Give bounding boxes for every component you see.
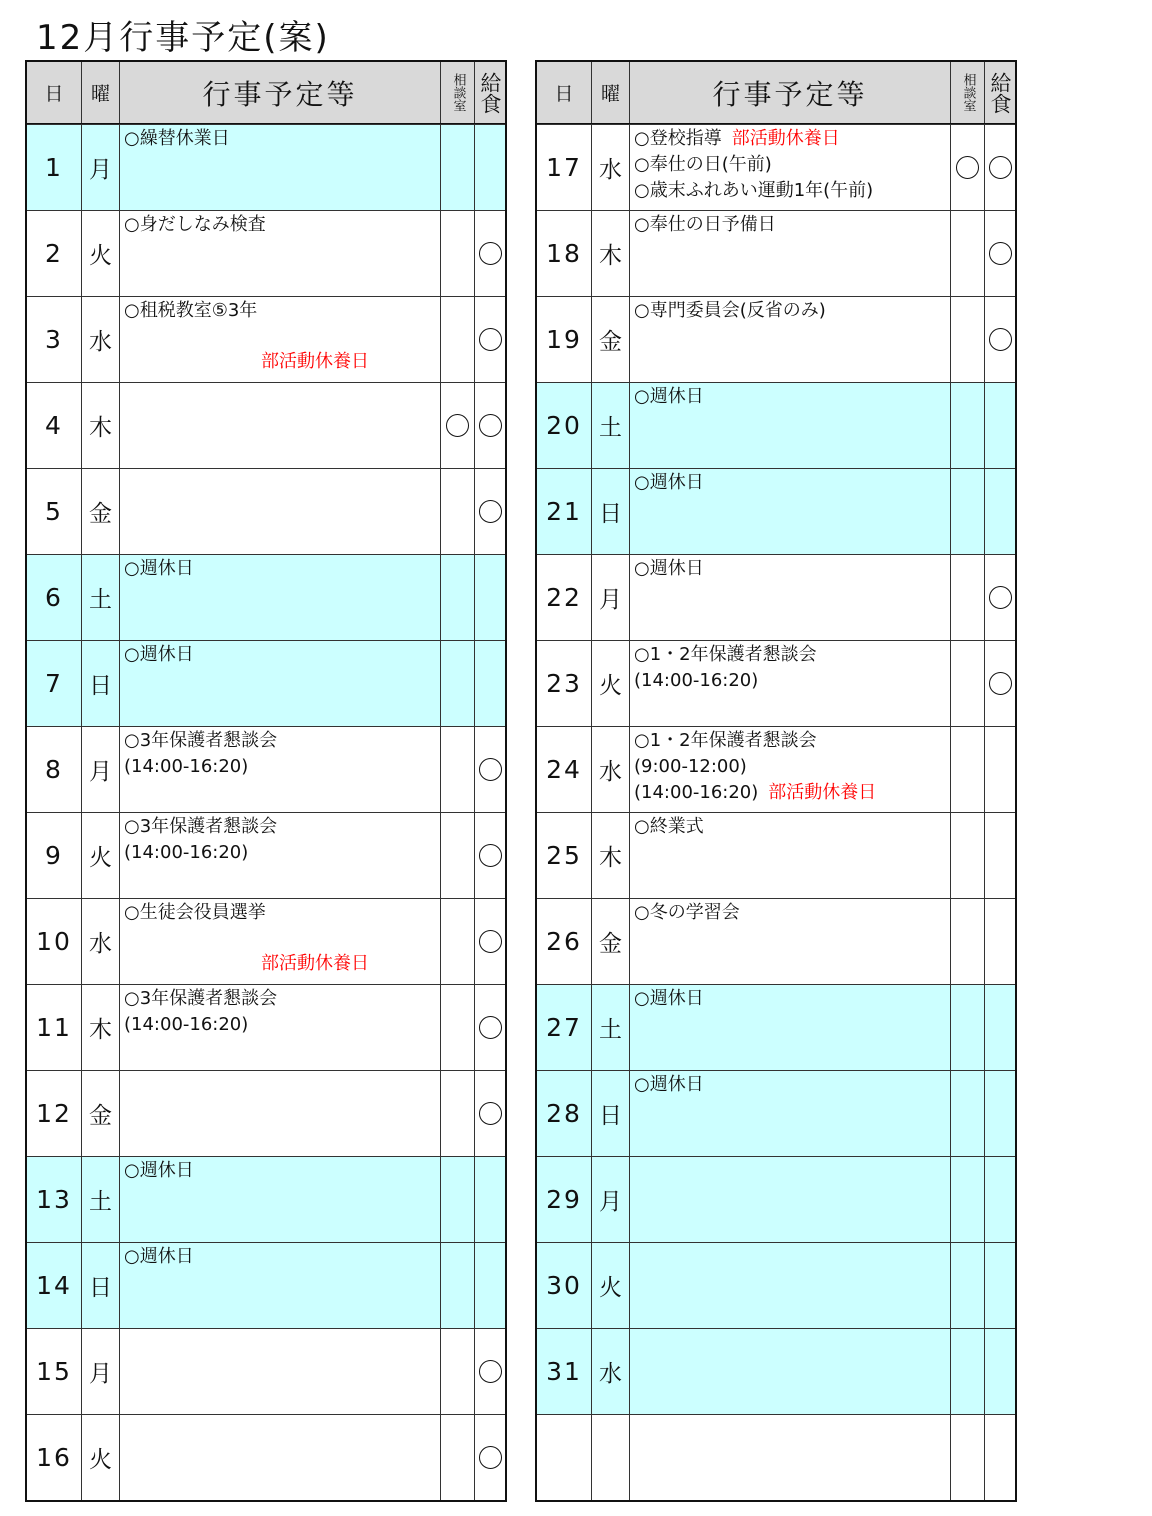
event-line [124,728,440,754]
event-text: ○3年保護者懇談会 [124,816,278,837]
consult-room-cell [440,383,474,468]
events-cell [629,1243,950,1328]
club-rest-note: 部活動休養日 [261,351,369,372]
events-cell [629,727,950,812]
consult-room-cell [440,899,474,984]
event-line [634,986,950,1012]
lunch-cell [984,1329,1015,1414]
lunch-cell [474,297,505,382]
circle-mark-icon [479,930,502,953]
event-text: ○繰替休業日 [124,128,230,149]
lunch-cell [984,1071,1015,1156]
table-row [537,468,1015,554]
events-cell [119,555,440,640]
consult-room-cell [950,297,984,382]
day-number: 30 [546,1271,582,1300]
event-line [634,556,950,582]
day-number [537,1415,591,1500]
day-number: 20 [546,411,582,440]
event-line [634,152,950,178]
weekday: 日 [591,1071,629,1156]
event-text: ○週休日 [634,386,704,407]
lunch-cell [984,555,1015,640]
event-line [124,840,440,866]
weekday: 土 [591,383,629,468]
weekday: 火 [81,813,119,898]
consult-room-cell [440,1415,474,1500]
circle-mark-icon [479,1016,502,1039]
event-text: ○週休日 [124,558,194,579]
table-row [537,1070,1015,1156]
event-text: ○冬の学習会 [634,902,740,923]
event-line [124,754,440,780]
day-number: 9 [45,841,63,870]
table-row [27,1328,505,1414]
header-day: 日 [554,83,574,105]
weekday: 日 [591,469,629,554]
event-line [124,986,440,1012]
day-number: 14 [36,1271,72,1300]
day-number: 22 [546,583,582,612]
events-cell [629,1415,950,1500]
circle-mark-icon [479,758,502,781]
event-text: ○奉仕の日(午前) [634,154,772,175]
event-line [124,900,440,926]
day-number: 17 [546,153,582,182]
lunch-cell [474,469,505,554]
event-text: (14:00-16:20) [124,842,249,863]
day-number: 11 [36,1013,72,1042]
table-row [27,382,505,468]
circle-mark-icon [479,500,502,523]
circle-mark-icon [479,1102,502,1125]
day-number: 18 [546,239,582,268]
weekday: 水 [81,297,119,382]
weekday: 火 [81,211,119,296]
circle-mark-icon [479,1360,502,1383]
events-cell [629,297,950,382]
lunch-cell [474,211,505,296]
weekday [591,1415,629,1500]
consult-room-cell [440,211,474,296]
lunch-cell [474,1415,505,1500]
table-row [537,1328,1015,1414]
weekday: 金 [81,1071,119,1156]
lunch-cell [474,125,505,210]
weekday: 月 [81,1329,119,1414]
events-cell [119,1415,440,1500]
circle-mark-icon [479,414,502,437]
event-text: ○生徒会役員選挙 [124,902,266,923]
consult-room-cell [950,211,984,296]
weekday: 月 [591,1157,629,1242]
lunch-cell [984,1415,1015,1500]
table-row [27,984,505,1070]
consult-room-cell [950,469,984,554]
lunch-cell [474,1329,505,1414]
lunch-cell [474,1243,505,1328]
table-row [537,1156,1015,1242]
header-day: 日 [44,83,64,105]
events-cell [119,1243,440,1328]
schedule-table-right [535,60,1017,1502]
event-text: ○週休日 [124,1246,194,1267]
events-cell [119,211,440,296]
event-line [634,298,950,324]
day-number: 21 [546,497,582,526]
events-cell [119,727,440,812]
consult-room-cell [950,1329,984,1414]
day-number: 19 [546,325,582,354]
day-number: 6 [45,583,63,612]
events-cell [629,1157,950,1242]
header-weekday: 曜 [591,62,629,123]
table-row [537,382,1015,468]
consult-room-cell [440,727,474,812]
table-row [27,296,505,382]
events-cell [629,1329,950,1414]
day-number: 24 [546,755,582,784]
circle-mark-icon [956,156,979,179]
event-text: ○3年保護者懇談会 [124,988,278,1009]
event-text: ○歳末ふれあい運動1年(午前) [634,180,874,201]
consult-room-cell [950,985,984,1070]
circle-mark-icon [989,672,1012,695]
event-line [634,212,950,238]
day-number: 12 [36,1099,72,1128]
table-row [537,210,1015,296]
table-row [537,984,1015,1070]
schedule-table-left [25,60,507,1502]
event-text: ○1・2年保護者懇談会 [634,730,817,751]
lunch-cell [474,1071,505,1156]
consult-room-cell [950,1071,984,1156]
weekday: 金 [591,899,629,984]
event-line [634,754,950,780]
table-row [27,468,505,554]
table-row [537,1242,1015,1328]
event-line [124,298,440,324]
weekday: 月 [591,555,629,640]
table-row [27,1414,505,1500]
table-row [537,296,1015,382]
table-row [27,124,505,210]
day-number: 29 [546,1185,582,1214]
day-number: 13 [36,1185,72,1214]
events-cell [629,211,950,296]
day-number: 5 [45,497,63,526]
club-rest-note: 部活動休養日 [768,782,877,803]
day-number: 26 [546,927,582,956]
events-cell [629,469,950,554]
events-cell [629,641,950,726]
header-weekday: 曜 [81,62,119,123]
consult-room-cell [440,813,474,898]
header-row [27,62,505,124]
weekday: 木 [591,813,629,898]
events-cell [629,383,950,468]
weekday: 水 [591,1329,629,1414]
consult-room-cell [950,1415,984,1500]
table-row [537,640,1015,726]
event-line [634,668,950,694]
table-row [27,1156,505,1242]
event-line [634,470,950,496]
lunch-cell [474,555,505,640]
event-text: ○身だしなみ検査 [124,214,266,235]
event-text: ○週休日 [124,1160,194,1181]
lunch-cell [474,383,505,468]
weekday: 土 [591,985,629,1070]
consult-room-cell [440,125,474,210]
weekday: 火 [591,641,629,726]
event-line [124,126,440,152]
circle-mark-icon [989,328,1012,351]
weekday: 水 [591,125,629,210]
lunch-cell [984,985,1015,1070]
events-cell [119,641,440,726]
events-cell [119,813,440,898]
weekday: 土 [81,1157,119,1242]
day-number: 23 [546,669,582,698]
table-row [27,1242,505,1328]
table-row [27,210,505,296]
circle-mark-icon [989,242,1012,265]
weekday: 金 [81,469,119,554]
events-cell [119,899,440,984]
table-row [27,554,505,640]
circle-mark-icon [479,328,502,351]
event-line [124,556,440,582]
event-text: ○租税教室⑤3年 [124,300,258,321]
lunch-cell [474,985,505,1070]
table-row [537,1414,1015,1500]
lunch-cell [984,813,1015,898]
day-number: 4 [45,411,63,440]
events-cell [629,985,950,1070]
event-text: ○終業式 [634,816,704,837]
weekday: 日 [81,1243,119,1328]
circle-mark-icon [479,1446,502,1469]
table-row [27,1070,505,1156]
consult-room-cell [950,727,984,812]
event-line [634,814,950,840]
consult-room-cell [950,813,984,898]
event-line [124,212,440,238]
event-text: ○週休日 [634,558,704,579]
header-events: 行事予定等 [119,62,440,123]
consult-room-cell [440,297,474,382]
event-line [124,1158,440,1184]
day-number: 28 [546,1099,582,1128]
event-text: (14:00-16:20) [124,756,249,777]
lunch-cell [984,1243,1015,1328]
header-lunch: 給食 [474,62,505,123]
club-rest-note: 部活動休養日 [261,953,369,974]
circle-mark-icon [989,586,1012,609]
consult-room-cell [440,985,474,1070]
event-line [124,814,440,840]
circle-mark-icon [446,414,469,437]
event-line [634,126,950,152]
table-row [537,124,1015,210]
event-text: ○週休日 [634,472,704,493]
event-line [634,384,950,410]
lunch-cell [474,727,505,812]
consult-room-cell [440,1157,474,1242]
table-row [27,726,505,812]
day-number: 31 [546,1357,582,1386]
weekday: 土 [81,555,119,640]
table-row [27,898,505,984]
events-cell [119,1071,440,1156]
events-cell [119,1329,440,1414]
event-line [634,642,950,668]
event-text: ○奉仕の日予備日 [634,214,776,235]
day-number: 2 [45,239,63,268]
table-row [537,812,1015,898]
events-cell [119,297,440,382]
weekday: 木 [81,383,119,468]
weekday: 月 [81,125,119,210]
day-number: 16 [36,1443,72,1472]
weekday: 木 [81,985,119,1070]
event-text: ○3年保護者懇談会 [124,730,278,751]
lunch-cell [984,1157,1015,1242]
lunch-cell [474,813,505,898]
header-events: 行事予定等 [629,62,950,123]
consult-room-cell [440,1243,474,1328]
events-cell [629,899,950,984]
lunch-cell [984,727,1015,812]
weekday: 火 [591,1243,629,1328]
circle-mark-icon [479,242,502,265]
event-text: ○週休日 [634,988,704,1009]
weekday: 日 [81,641,119,726]
event-line [124,642,440,668]
weekday: 水 [81,899,119,984]
day-number: 7 [45,669,63,698]
circle-mark-icon [479,844,502,867]
events-cell [119,125,440,210]
event-text: ○週休日 [124,644,194,665]
event-text: ○週休日 [634,1074,704,1095]
event-text: (9:00-12:00) [634,756,747,777]
event-line [634,780,950,806]
event-line [124,1244,440,1270]
events-cell [119,1157,440,1242]
consult-room-cell [950,555,984,640]
consult-room-cell [950,641,984,726]
weekday: 木 [591,211,629,296]
header-row [537,62,1015,124]
table-row [537,898,1015,984]
event-line [634,728,950,754]
consult-room-cell [440,555,474,640]
lunch-cell [984,383,1015,468]
day-number: 8 [45,755,63,784]
lunch-cell [984,211,1015,296]
event-text: ○1・2年保護者懇談会 [634,644,817,665]
consult-room-cell [950,383,984,468]
table-row [27,640,505,726]
day-number: 15 [36,1357,72,1386]
consult-room-cell [440,641,474,726]
event-line [634,1072,950,1098]
events-cell [119,383,440,468]
day-number: 25 [546,841,582,870]
header-consult-room: 相談室 [950,62,984,123]
lunch-cell [474,641,505,726]
event-line [634,900,950,926]
lunch-cell [474,899,505,984]
events-cell [629,555,950,640]
events-cell [629,125,950,210]
events-cell [629,1071,950,1156]
lunch-cell [984,469,1015,554]
weekday: 月 [81,727,119,812]
circle-mark-icon [989,156,1012,179]
event-text: (14:00-16:20) [124,1014,249,1035]
event-text: ○専門委員会(反省のみ) [634,300,826,321]
weekday: 水 [591,727,629,812]
consult-room-cell [950,1157,984,1242]
event-text: (14:00-16:20) [634,782,759,803]
day-number: 3 [45,325,63,354]
events-cell [119,985,440,1070]
consult-room-cell [440,469,474,554]
event-line [634,178,950,204]
consult-room-cell [440,1071,474,1156]
lunch-cell [984,899,1015,984]
header-consult-room: 相談室 [440,62,474,123]
header-lunch: 給食 [984,62,1015,123]
consult-room-cell [440,1329,474,1414]
events-cell [629,813,950,898]
weekday: 火 [81,1415,119,1500]
event-text: ○登校指導 [634,128,722,149]
day-number: 1 [45,153,63,182]
table-row [537,726,1015,812]
lunch-cell [984,641,1015,726]
events-cell [119,469,440,554]
table-row [537,554,1015,640]
consult-room-cell [950,125,984,210]
lunch-cell [984,297,1015,382]
consult-room-cell [950,899,984,984]
event-line [124,1012,440,1038]
table-row [27,812,505,898]
page-title: 12月行事予定(案) [36,18,330,58]
lunch-cell [474,1157,505,1242]
day-number: 27 [546,1013,582,1042]
club-rest-note: 部活動休養日 [731,128,840,149]
event-text: (14:00-16:20) [634,670,759,691]
consult-room-cell [950,1243,984,1328]
lunch-cell [984,125,1015,210]
weekday: 金 [591,297,629,382]
day-number: 10 [36,927,72,956]
